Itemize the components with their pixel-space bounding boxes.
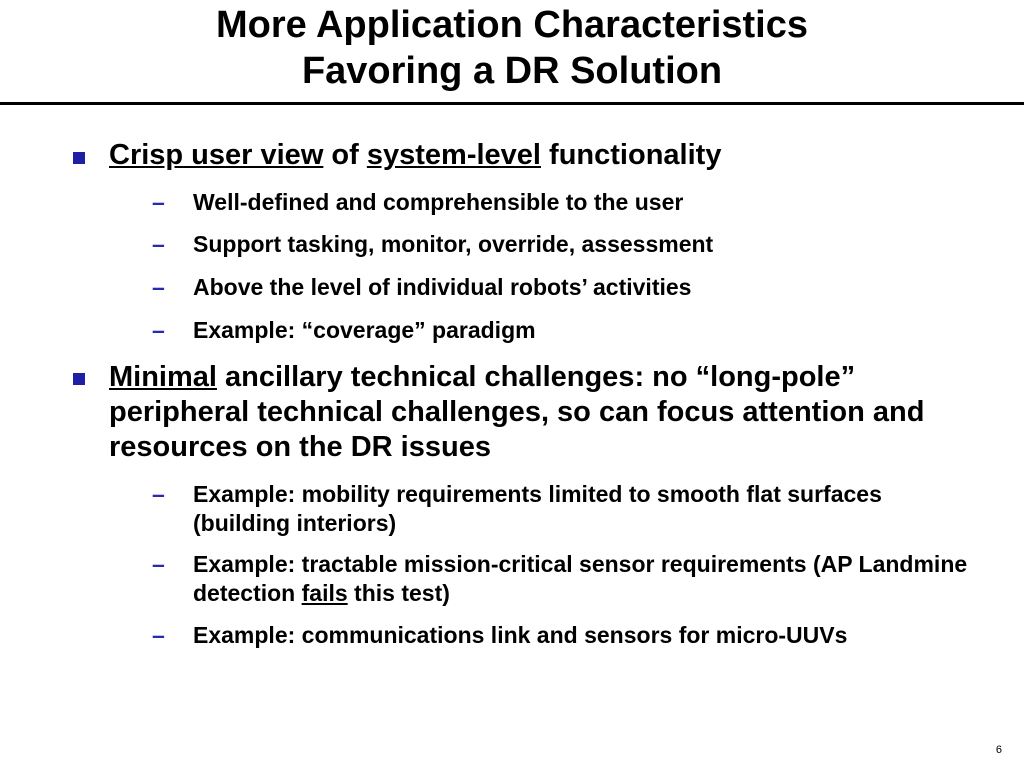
dash-bullet-icon: – [152,231,165,257]
sub-bullet-text: fails [301,580,348,606]
bullet-text: functionality [541,139,722,171]
square-bullet-icon [73,152,85,164]
dash-bullet-icon: – [152,189,165,215]
square-bullet-icon [73,373,85,385]
sub-bullet-text: Example: tractable mission-critical sensor requirements (AP Landmine detection [193,551,968,606]
title-line-2: Favoring a DR Solution [301,50,723,92]
sub-bullet: Example: communications link and sensors for micro-UUVs [193,622,848,648]
dash-bullet-icon: – [152,317,165,343]
page-number: 6 [995,744,1002,756]
sub-bullet: Example: mobility requirements limited to smooth flat surfaces (building interiors) [193,481,882,536]
sub-bullet: Well-defined and comprehensible to the user [193,189,684,215]
dash-bullet-icon: – [152,274,165,300]
sub-bullet: Example: “coverage” paradigm [193,317,536,343]
sub-bullet [193,550,983,608]
dash-bullet-icon: – [152,481,165,507]
bullet-text: ancillary technical challenges: no “long-pole” peripheral technical challenges, so can focus attention and resources on the DR issues [109,361,925,463]
bullet-text: of [323,139,367,171]
dash-bullet-icon: – [152,551,165,577]
bullet-text: system-level [366,139,541,171]
sub-bullet-text: this test) [347,580,450,606]
title-divider [0,102,1024,105]
bullet-minimal-challenges [109,360,949,465]
title-line-1: More Application Characteristics [216,4,808,46]
sub-bullet: Above the level of individual robots’ activities [193,274,692,300]
bullet-crisp-user-view [109,138,989,173]
slide-title [0,2,1024,94]
sub-bullet: Support tasking, monitor, override, assessment [193,231,714,257]
dash-bullet-icon: – [152,622,165,648]
bullet-text: Crisp user view [109,139,324,171]
bullet-text: Minimal [109,361,217,393]
